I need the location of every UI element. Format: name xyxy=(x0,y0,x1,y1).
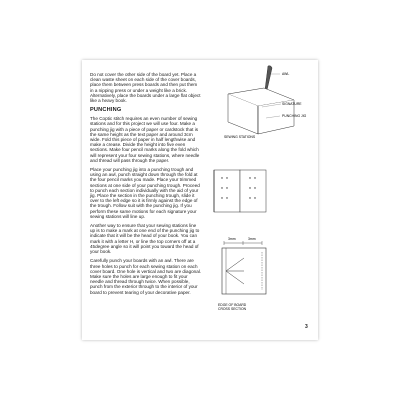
sewing-stations-label: SEWING STATIONS xyxy=(224,135,256,139)
figure-board-cross-section xyxy=(218,234,308,324)
signature-label: SIGNATURE xyxy=(282,102,302,106)
figure-awl-punching xyxy=(206,64,316,140)
dimension-label-1: 3mm xyxy=(228,237,236,241)
page-number: 3 xyxy=(305,324,308,330)
figure-sewing-station-holes xyxy=(212,168,272,218)
section-heading: PUNCHING xyxy=(90,107,122,114)
text-column xyxy=(90,72,202,299)
paragraph-2: Place your punching jig into a punching trough and using an awl, punch straight down through the fold at the four pencil marks you made. Place your trimmed sections at one side of your punching trough. Proceed to punch each section individually with the aid of your jig. Place the section in the punching trough, slide it over to the left edge so it is firmly against the edge of the trough. Follow suit with the punching jig. If you perform these same motions for each signature your sewing stations will line up. xyxy=(90,167,200,219)
dimension-label-2: 3mm xyxy=(248,237,256,241)
paragraph-1: The Coptic stitch requires an even number of sewing stations and for this project we will use four. Make a punching jig with a piece of paper or cardstock that is the same height as the text paper and around 3cm wide. Fold this piece of paper in half lengthwise and make a crease. Divide the height into five even sections. Make four pencil marks along the fold which will represent your four sewing stations, where needle and thread will pass through the paper. xyxy=(90,116,200,163)
paragraph-4: Carefully punch your boards with an awl. There are three holes to punch for each sewing station on each cover board. One hole is vertical and two are diagonal. Make sure the holes are large enough to fit your needle and thread through twice. When possible, punch from the exterior through to the interior of your board to prevent tearing of your decorative paper. xyxy=(90,258,202,295)
paragraph-3: Another way to ensure that your sewing stations line up is to make a mark at one end of the punching jig to indicate that it will be the head of your book. You can mark it with a letter H, or line the top corners off at a 45degree angle so it will point you toward the head of your book. xyxy=(90,223,200,255)
cross-section-caption-line1: EDGE OF BOARD xyxy=(218,303,247,307)
paragraph-intro: Do not cover the other side of the board yet. Place a clean waste sheet on each side of the cover boards, place them between press boards and then put them in a nipping press or under a weight like a brick. Alternatively, place the boards under a large flat object like a heavy book. xyxy=(90,72,201,104)
awl-label: AWL xyxy=(282,72,290,76)
cross-section-caption-line2: CROSS SECTION xyxy=(218,307,247,311)
punching-jig-label: PUNCHING JIG xyxy=(282,114,307,118)
